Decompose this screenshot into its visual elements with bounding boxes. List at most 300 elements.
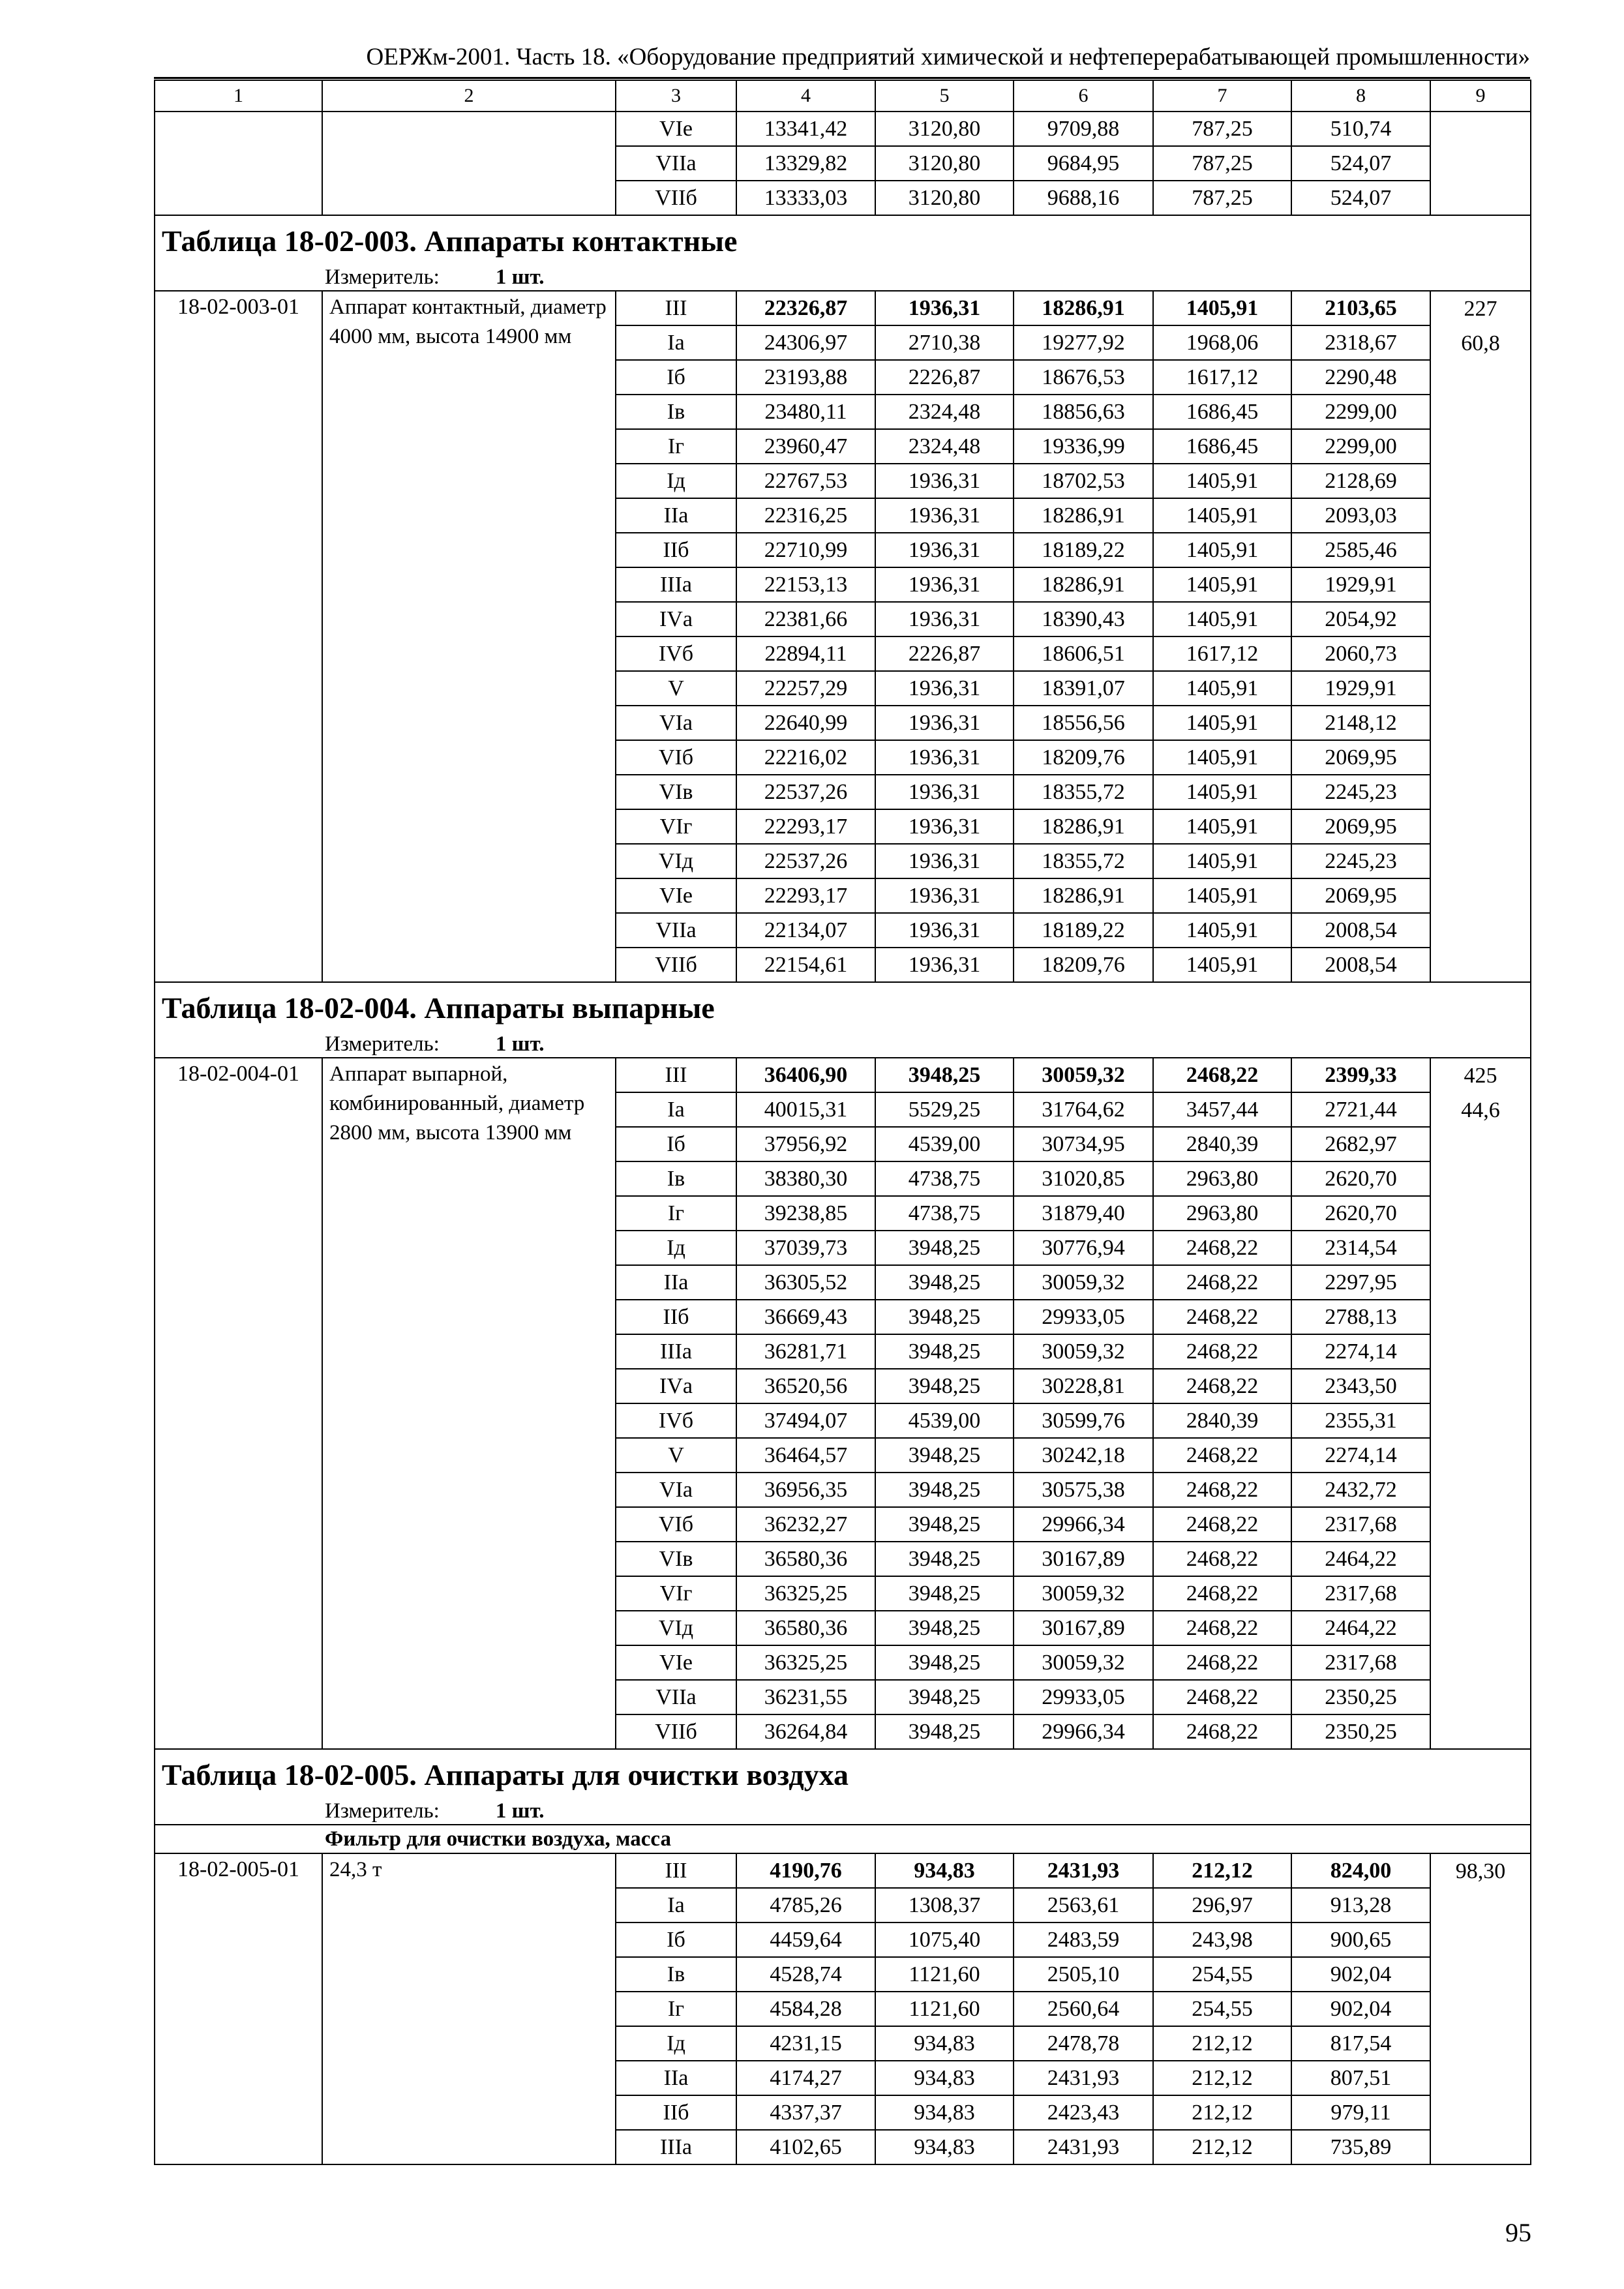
table-row [155, 291, 1531, 325]
value-cell: 18286,91 [1014, 878, 1153, 913]
value-cell: 22381,66 [736, 602, 875, 636]
value-cell: 787,25 [1153, 112, 1291, 146]
value-cell: 2840,39 [1153, 1127, 1291, 1161]
resource-value: 98,30 [1455, 1859, 1506, 1883]
resource-value: 60,8 [1461, 331, 1500, 355]
value-cell: 2840,39 [1153, 1403, 1291, 1438]
zone-cell: VIд [616, 844, 736, 878]
item-name: 24,3 т [322, 1853, 616, 2164]
value-cell: 2431,93 [1014, 2130, 1153, 2164]
value-cell: 243,98 [1153, 1922, 1291, 1957]
value-cell: 30228,81 [1014, 1369, 1153, 1403]
zone-cell: IVа [616, 1369, 736, 1403]
measure-cell [155, 264, 1531, 291]
value-cell: 2008,54 [1291, 913, 1430, 948]
value-cell: 2226,87 [875, 636, 1014, 671]
zone-cell: VIIа [616, 913, 736, 948]
zone-cell: VIа [616, 1473, 736, 1507]
value-cell: 22257,29 [736, 671, 875, 706]
zone-cell: Iб [616, 1922, 736, 1957]
zone-cell: Iб [616, 360, 736, 395]
value-cell: 2245,23 [1291, 844, 1430, 878]
zone-cell: Iг [616, 1196, 736, 1231]
value-cell: 4174,27 [736, 2061, 875, 2095]
column-number: 1 [155, 80, 322, 112]
value-cell: 18286,91 [1014, 567, 1153, 602]
value-cell: 2468,22 [1153, 1680, 1291, 1714]
value-cell: 2478,78 [1014, 2026, 1153, 2061]
name-cell [322, 112, 616, 215]
zone-cell: Iб [616, 1127, 736, 1161]
value-cell: 1936,31 [875, 809, 1014, 844]
zone-cell: VIд [616, 1611, 736, 1645]
value-cell: 3948,25 [875, 1611, 1014, 1645]
table-row [155, 1853, 1531, 1888]
value-cell: 18556,56 [1014, 706, 1153, 740]
value-cell: 30059,32 [1014, 1265, 1153, 1300]
value-cell: 212,12 [1153, 2095, 1291, 2130]
value-cell: 2585,46 [1291, 533, 1430, 567]
value-cell: 2317,68 [1291, 1576, 1430, 1611]
item-code: 18-02-003-01 [155, 291, 322, 982]
value-cell: 13329,82 [736, 146, 875, 181]
value-cell: 2620,70 [1291, 1196, 1430, 1231]
zone-cell: VIIб [616, 1714, 736, 1749]
value-cell: 30167,89 [1014, 1611, 1153, 1645]
value-cell: 1405,91 [1153, 671, 1291, 706]
value-cell: 1929,91 [1291, 567, 1430, 602]
value-cell: 2324,48 [875, 395, 1014, 429]
value-cell: 30059,32 [1014, 1058, 1153, 1092]
zone-cell: III [616, 1058, 736, 1092]
value-cell: 2103,65 [1291, 291, 1430, 325]
value-cell: 1936,31 [875, 602, 1014, 636]
value-cell: 2505,10 [1014, 1957, 1153, 1992]
zone-cell: IVа [616, 602, 736, 636]
value-cell: 1936,31 [875, 844, 1014, 878]
value-cell: 18676,53 [1014, 360, 1153, 395]
value-cell: 1405,91 [1153, 464, 1291, 498]
zone-cell: VIв [616, 775, 736, 809]
value-cell: 2560,64 [1014, 1992, 1153, 2026]
value-cell: 2682,97 [1291, 1127, 1430, 1161]
value-cell: 31879,40 [1014, 1196, 1153, 1231]
measure-label: Измеритель: [325, 1032, 440, 1056]
measure-cell [155, 1798, 1531, 1825]
value-cell: 2317,68 [1291, 1507, 1430, 1542]
value-cell: 22153,13 [736, 567, 875, 602]
value-cell: 30242,18 [1014, 1438, 1153, 1473]
value-cell: 31020,85 [1014, 1161, 1153, 1196]
zone-cell: III [616, 1853, 736, 1888]
value-cell: 4190,76 [736, 1853, 875, 1888]
value-cell: 1405,91 [1153, 913, 1291, 948]
value-cell: 2468,22 [1153, 1611, 1291, 1645]
value-cell: 2148,12 [1291, 706, 1430, 740]
measure-row [155, 264, 1531, 291]
zone-cell: IIа [616, 2061, 736, 2095]
zone-cell: Iа [616, 1092, 736, 1127]
value-cell: 524,07 [1291, 146, 1430, 181]
item-name: Аппарат выпарной, комбинированный, диаметр 2800 мм, высота 13900 мм [322, 1058, 616, 1749]
value-cell: 902,04 [1291, 1992, 1430, 2026]
resource-cell [1430, 1853, 1531, 2164]
value-cell: 37494,07 [736, 1403, 875, 1438]
value-cell: 1936,31 [875, 878, 1014, 913]
zone-cell: IIIа [616, 1334, 736, 1369]
zone-cell: Iг [616, 429, 736, 464]
table-row [155, 112, 1531, 146]
value-cell: 2563,61 [1014, 1888, 1153, 1922]
value-cell: 36406,90 [736, 1058, 875, 1092]
value-cell: 18209,76 [1014, 948, 1153, 982]
value-cell: 1617,12 [1153, 360, 1291, 395]
column-number: 4 [736, 80, 875, 112]
value-cell: 22293,17 [736, 878, 875, 913]
value-cell: 2226,87 [875, 360, 1014, 395]
value-cell: 18606,51 [1014, 636, 1153, 671]
value-cell: 23480,11 [736, 395, 875, 429]
value-cell: 212,12 [1153, 1853, 1291, 1888]
value-cell: 36520,56 [736, 1369, 875, 1403]
value-cell: 2423,43 [1014, 2095, 1153, 2130]
zone-cell: Iа [616, 1888, 736, 1922]
subtitle-row [155, 1825, 1531, 1853]
value-cell: 30167,89 [1014, 1542, 1153, 1576]
item-name: Аппарат контактный, диаметр 4000 мм, высота 14900 мм [322, 291, 616, 982]
value-cell: 36580,36 [736, 1542, 875, 1576]
column-number: 3 [616, 80, 736, 112]
value-cell: 31764,62 [1014, 1092, 1153, 1127]
zone-cell: VIIб [616, 948, 736, 982]
value-cell: 18355,72 [1014, 775, 1153, 809]
value-cell: 2054,92 [1291, 602, 1430, 636]
value-cell: 37956,92 [736, 1127, 875, 1161]
item-code: 18-02-004-01 [155, 1058, 322, 1749]
zone-cell: VIа [616, 706, 736, 740]
zone-cell: Iв [616, 1957, 736, 1992]
value-cell: 22293,17 [736, 809, 875, 844]
value-cell: 2093,03 [1291, 498, 1430, 533]
zone-cell: IIб [616, 533, 736, 567]
value-cell: 36281,71 [736, 1334, 875, 1369]
value-cell: 23193,88 [736, 360, 875, 395]
value-cell: 1936,31 [875, 706, 1014, 740]
value-cell: 1936,31 [875, 913, 1014, 948]
value-cell: 934,83 [875, 2026, 1014, 2061]
value-cell: 36580,36 [736, 1611, 875, 1645]
value-cell: 2464,22 [1291, 1542, 1430, 1576]
measure-value: 1 шт. [495, 1032, 545, 1056]
value-cell: 38380,30 [736, 1161, 875, 1196]
zone-cell: IIб [616, 2095, 736, 2130]
zone-cell: IIа [616, 498, 736, 533]
value-cell: 29966,34 [1014, 1714, 1153, 1749]
value-cell: 18390,43 [1014, 602, 1153, 636]
value-cell: 1405,91 [1153, 567, 1291, 602]
resource-cell [1430, 112, 1531, 215]
value-cell: 22767,53 [736, 464, 875, 498]
zone-cell: V [616, 671, 736, 706]
measure-value: 1 шт. [495, 265, 545, 289]
value-cell: 19277,92 [1014, 325, 1153, 360]
value-cell: 824,00 [1291, 1853, 1430, 1888]
value-cell: 1936,31 [875, 291, 1014, 325]
table-title-row [155, 215, 1531, 264]
zone-cell: VIг [616, 809, 736, 844]
value-cell: 934,83 [875, 1853, 1014, 1888]
value-cell: 913,28 [1291, 1888, 1430, 1922]
value-cell: 1405,91 [1153, 602, 1291, 636]
value-cell: 37039,73 [736, 1231, 875, 1265]
zone-cell: IIб [616, 1300, 736, 1334]
value-cell: 2464,22 [1291, 1611, 1430, 1645]
value-cell: 1936,31 [875, 464, 1014, 498]
value-cell: 36264,84 [736, 1714, 875, 1749]
value-cell: 2710,38 [875, 325, 1014, 360]
value-cell: 2483,59 [1014, 1922, 1153, 1957]
measure-label: Измеритель: [325, 265, 440, 289]
value-cell: 23960,47 [736, 429, 875, 464]
value-cell: 212,12 [1153, 2026, 1291, 2061]
value-cell: 2299,00 [1291, 395, 1430, 429]
value-cell: 9709,88 [1014, 112, 1153, 146]
value-cell: 4459,64 [736, 1922, 875, 1957]
zone-cell: VIе [616, 878, 736, 913]
value-cell: 29966,34 [1014, 1507, 1153, 1542]
value-cell: 2468,22 [1153, 1231, 1291, 1265]
value-cell: 2274,14 [1291, 1334, 1430, 1369]
value-cell: 22134,07 [736, 913, 875, 948]
value-cell: 13333,03 [736, 181, 875, 215]
value-cell: 1617,12 [1153, 636, 1291, 671]
value-cell: 4539,00 [875, 1127, 1014, 1161]
zone-cell: Iд [616, 464, 736, 498]
value-cell: 1308,37 [875, 1888, 1014, 1922]
value-cell: 2788,13 [1291, 1300, 1430, 1334]
zone-cell: Iв [616, 395, 736, 429]
zone-cell: Iа [616, 325, 736, 360]
value-cell: 735,89 [1291, 2130, 1430, 2164]
value-cell: 19336,99 [1014, 429, 1153, 464]
value-cell: 22894,11 [736, 636, 875, 671]
value-cell: 2318,67 [1291, 325, 1430, 360]
value-cell: 18355,72 [1014, 844, 1153, 878]
rates-table [154, 80, 1531, 2165]
value-cell: 3948,25 [875, 1473, 1014, 1507]
value-cell: 1936,31 [875, 533, 1014, 567]
value-cell: 1121,60 [875, 1992, 1014, 2026]
value-cell: 30776,94 [1014, 1231, 1153, 1265]
value-cell: 1405,91 [1153, 878, 1291, 913]
resource-value: 44,6 [1461, 1098, 1500, 1122]
page-header: ОЕРЖм-2001. Часть 18. «Оборудование предприятий химической и нефтеперерабатывающей промышленности» [154, 38, 1530, 79]
zone-cell: VIе [616, 1645, 736, 1680]
value-cell: 22154,61 [736, 948, 875, 982]
value-cell: 2069,95 [1291, 740, 1430, 775]
value-cell: 2721,44 [1291, 1092, 1430, 1127]
code-cell [155, 112, 322, 215]
table-row [155, 1058, 1531, 1092]
value-cell: 212,12 [1153, 2061, 1291, 2095]
value-cell: 1936,31 [875, 671, 1014, 706]
value-cell: 2468,22 [1153, 1507, 1291, 1542]
resource-value: 227 [1464, 297, 1497, 321]
value-cell: 2069,95 [1291, 809, 1430, 844]
value-cell: 3948,25 [875, 1576, 1014, 1611]
value-cell: 1936,31 [875, 740, 1014, 775]
zone-cell: VIг [616, 1576, 736, 1611]
value-cell: 1121,60 [875, 1957, 1014, 1992]
value-cell: 1075,40 [875, 1922, 1014, 1957]
value-cell: 30059,32 [1014, 1334, 1153, 1369]
zone-cell: IVб [616, 1403, 736, 1438]
zone-cell: VIе [616, 112, 736, 146]
value-cell: 787,25 [1153, 181, 1291, 215]
value-cell: 1405,91 [1153, 291, 1291, 325]
measure-label: Измеритель: [325, 1799, 440, 1823]
value-cell: 18391,07 [1014, 671, 1153, 706]
value-cell: 22640,99 [736, 706, 875, 740]
value-cell: 18856,63 [1014, 395, 1153, 429]
value-cell: 2468,22 [1153, 1369, 1291, 1403]
value-cell: 2069,95 [1291, 878, 1430, 913]
value-cell: 2290,48 [1291, 360, 1430, 395]
value-cell: 2468,22 [1153, 1576, 1291, 1611]
value-cell: 3948,25 [875, 1542, 1014, 1576]
value-cell: 2317,68 [1291, 1645, 1430, 1680]
value-cell: 30059,32 [1014, 1576, 1153, 1611]
value-cell: 4528,74 [736, 1957, 875, 1992]
value-cell: 2620,70 [1291, 1161, 1430, 1196]
measure-cell [155, 1031, 1531, 1058]
value-cell: 9688,16 [1014, 181, 1153, 215]
value-cell: 18286,91 [1014, 498, 1153, 533]
value-cell: 9684,95 [1014, 146, 1153, 181]
value-cell: 807,51 [1291, 2061, 1430, 2095]
value-cell: 3948,25 [875, 1058, 1014, 1092]
value-cell: 3948,25 [875, 1680, 1014, 1714]
value-cell: 510,74 [1291, 112, 1430, 146]
zone-cell: VIб [616, 1507, 736, 1542]
value-cell: 36325,25 [736, 1576, 875, 1611]
value-cell: 4738,75 [875, 1161, 1014, 1196]
column-number: 8 [1291, 80, 1430, 112]
value-cell: 2432,72 [1291, 1473, 1430, 1507]
value-cell: 1405,91 [1153, 533, 1291, 567]
value-cell: 18189,22 [1014, 533, 1153, 567]
value-cell: 30734,95 [1014, 1127, 1153, 1161]
value-cell: 2343,50 [1291, 1369, 1430, 1403]
table-title: Таблица 18-02-005. Аппараты для очистки воздуха [155, 1749, 1531, 1798]
value-cell: 2299,00 [1291, 429, 1430, 464]
value-cell: 3120,80 [875, 181, 1014, 215]
value-cell: 979,11 [1291, 2095, 1430, 2130]
value-cell: 1936,31 [875, 498, 1014, 533]
zone-cell: Iв [616, 1161, 736, 1196]
value-cell: 3948,25 [875, 1507, 1014, 1542]
value-cell: 29933,05 [1014, 1300, 1153, 1334]
value-cell: 22710,99 [736, 533, 875, 567]
zone-cell: Iг [616, 1992, 736, 2026]
zone-cell: IIа [616, 1265, 736, 1300]
value-cell: 18286,91 [1014, 809, 1153, 844]
value-cell: 1936,31 [875, 775, 1014, 809]
value-cell: 1929,91 [1291, 671, 1430, 706]
value-cell: 18286,91 [1014, 291, 1153, 325]
column-number-row [155, 80, 1531, 112]
zone-cell: III [616, 291, 736, 325]
value-cell: 817,54 [1291, 2026, 1430, 2061]
table-title-row [155, 982, 1531, 1031]
value-cell: 1968,06 [1153, 325, 1291, 360]
item-code: 18-02-005-01 [155, 1853, 322, 2164]
value-cell: 36956,35 [736, 1473, 875, 1507]
value-cell: 4584,28 [736, 1992, 875, 2026]
value-cell: 2245,23 [1291, 775, 1430, 809]
value-cell: 787,25 [1153, 146, 1291, 181]
value-cell: 4539,00 [875, 1403, 1014, 1438]
table-title: Таблица 18-02-004. Аппараты выпарные [155, 982, 1531, 1031]
value-cell: 5529,25 [875, 1092, 1014, 1127]
value-cell: 2399,33 [1291, 1058, 1430, 1092]
value-cell: 902,04 [1291, 1957, 1430, 1992]
value-cell: 36305,52 [736, 1265, 875, 1300]
value-cell: 2468,22 [1153, 1714, 1291, 1749]
table-body [155, 80, 1531, 2164]
value-cell: 212,12 [1153, 2130, 1291, 2164]
value-cell: 2468,22 [1153, 1542, 1291, 1576]
value-cell: 2350,25 [1291, 1680, 1430, 1714]
column-number: 5 [875, 80, 1014, 112]
value-cell: 18189,22 [1014, 913, 1153, 948]
value-cell: 3948,25 [875, 1231, 1014, 1265]
value-cell: 3948,25 [875, 1265, 1014, 1300]
value-cell: 2468,22 [1153, 1300, 1291, 1334]
zone-cell: VIб [616, 740, 736, 775]
value-cell: 2008,54 [1291, 948, 1430, 982]
value-cell: 1405,91 [1153, 809, 1291, 844]
table-title: Таблица 18-02-003. Аппараты контактные [155, 215, 1531, 264]
table-subtitle: Фильтр для очистки воздуха, масса [155, 1825, 1531, 1853]
value-cell: 3457,44 [1153, 1092, 1291, 1127]
value-cell: 36325,25 [736, 1645, 875, 1680]
value-cell: 39238,85 [736, 1196, 875, 1231]
resource-cell [1430, 291, 1531, 982]
value-cell: 3948,25 [875, 1300, 1014, 1334]
value-cell: 254,55 [1153, 1957, 1291, 1992]
value-cell: 1936,31 [875, 567, 1014, 602]
value-cell: 3120,80 [875, 112, 1014, 146]
value-cell: 1405,91 [1153, 740, 1291, 775]
table-title-row [155, 1749, 1531, 1798]
zone-cell: IVб [616, 636, 736, 671]
value-cell: 2324,48 [875, 429, 1014, 464]
value-cell: 2431,93 [1014, 2061, 1153, 2095]
value-cell: 1686,45 [1153, 429, 1291, 464]
value-cell: 2963,80 [1153, 1196, 1291, 1231]
zone-cell: VIIб [616, 181, 736, 215]
value-cell: 29933,05 [1014, 1680, 1153, 1714]
value-cell: 934,83 [875, 2130, 1014, 2164]
value-cell: 2468,22 [1153, 1645, 1291, 1680]
value-cell: 934,83 [875, 2061, 1014, 2095]
zone-cell: VIв [616, 1542, 736, 1576]
zone-cell: Iд [616, 2026, 736, 2061]
value-cell: 4738,75 [875, 1196, 1014, 1231]
value-cell: 3948,25 [875, 1438, 1014, 1473]
value-cell: 1405,91 [1153, 498, 1291, 533]
